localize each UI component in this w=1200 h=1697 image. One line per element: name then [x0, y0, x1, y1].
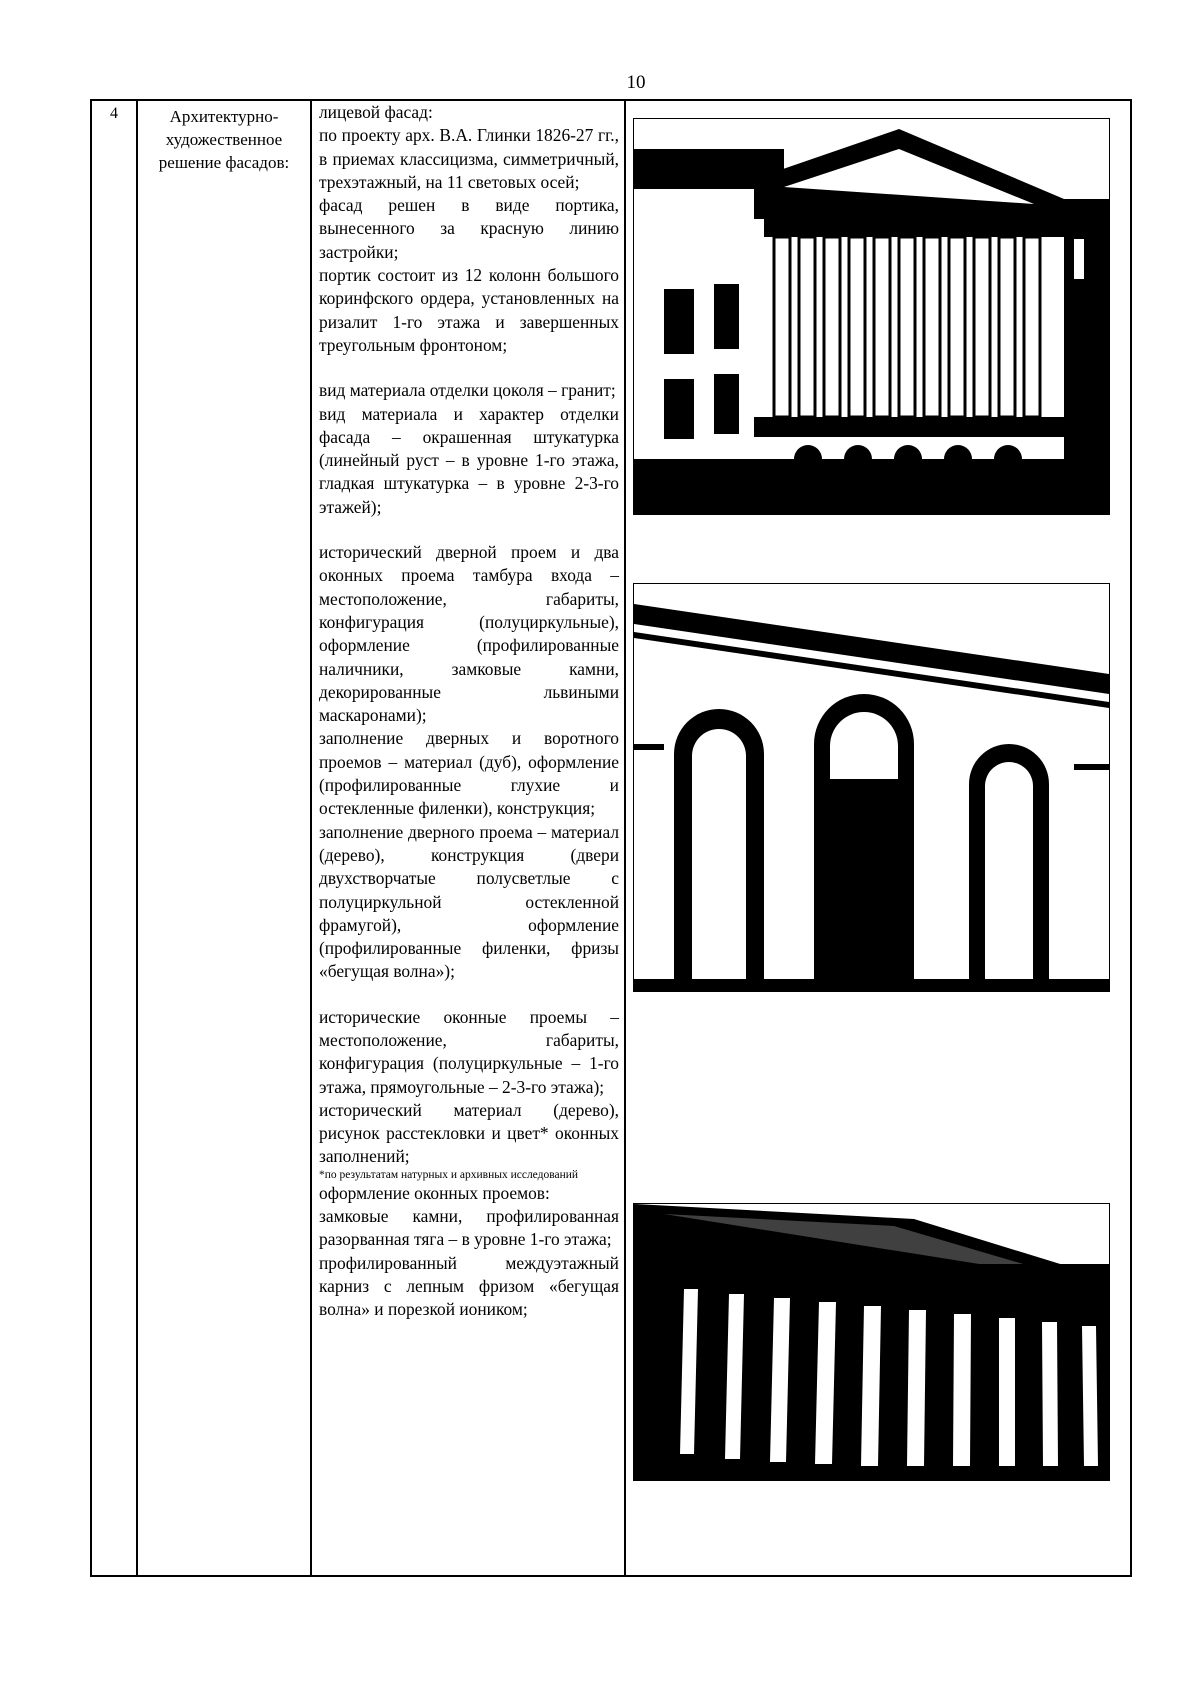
paragraph: заполнение дверных и воротного проемов – материал (дуб), оформление (профилированные глухие и остекленные филенки), конструкция;	[319, 728, 619, 819]
paragraph: фасад решен в виде портика, вынесенного за красную линию застройки;	[319, 195, 619, 262]
row-number: 4	[110, 105, 118, 122]
paragraph: исторический материал (дерево), рисунок расстекловки и цвет* оконных заполнений;	[319, 1099, 619, 1167]
row-title-line: решение фасадов:	[158, 153, 290, 172]
paragraph: оформление оконных проемов:	[319, 1182, 550, 1203]
photo-colonnade	[633, 1203, 1110, 1481]
paragraph: портик состоит из 12 колонн большого коринфского ордера, установленных на ризалит 1-го этажа и завершенных треугольным фронтоном;	[319, 265, 619, 355]
paragraph: по проекту арх. В.А. Глинки 1826-27 гг., в приемах классицизма, симметричный, трехэтажный, на 11 световых осей;	[319, 125, 619, 192]
photo-arched-entrance	[633, 583, 1110, 992]
footnote: *по результатам натурных и архивных исследований	[319, 1168, 579, 1181]
paragraph: заполнение дверного проема – материал (дерево), конструкция (двери двухстворчатые полусветлые с полуциркульной остекленной фрамугой), оформление (профилированные филенки, фризы «бегущая волна»);	[319, 821, 619, 982]
page-number: 10	[626, 72, 646, 93]
paragraph: исторические оконные проемы – местоположение, габариты, конфигурация (полуциркульные – 1-го этажа, прямоугольные – 2-3-го этажа);	[319, 1006, 619, 1097]
row-title-line: художественное	[165, 130, 283, 149]
paragraph: замковые камни, профилированная разорванная тяга – в уровне 1-го этажа;	[319, 1206, 619, 1250]
row-title-line: Архитектурно-	[169, 107, 279, 126]
facade-portico-image	[634, 119, 1109, 514]
description-text	[319, 101, 619, 1322]
paragraph: вид материала отделки цоколя – гранит;	[319, 380, 616, 401]
photo-facade-portico	[633, 118, 1110, 515]
paragraph: исторический дверной проем и два оконных проема тамбура входа – местоположение, габариты, конфигурация (полуциркульные), оформление (профилированные наличники, замковые камни, декорированные львиными маскаронами);	[319, 542, 619, 726]
arched-entrance-image	[634, 584, 1109, 991]
paragraph: профилированный междуэтажный карниз с лепным фризом «бегущая волна» и порезкой иоником;	[319, 1252, 619, 1320]
paragraph: лицевой фасад:	[319, 102, 433, 122]
colonnade-image	[634, 1204, 1109, 1480]
paragraph: вид материала и характер отделки фасада – окрашенная штукатурка (линейный руст – в уровне 1-го этажа, гладкая штукатурка – в уровне 2-3-го этажей);	[319, 403, 619, 517]
row-title	[138, 105, 310, 174]
